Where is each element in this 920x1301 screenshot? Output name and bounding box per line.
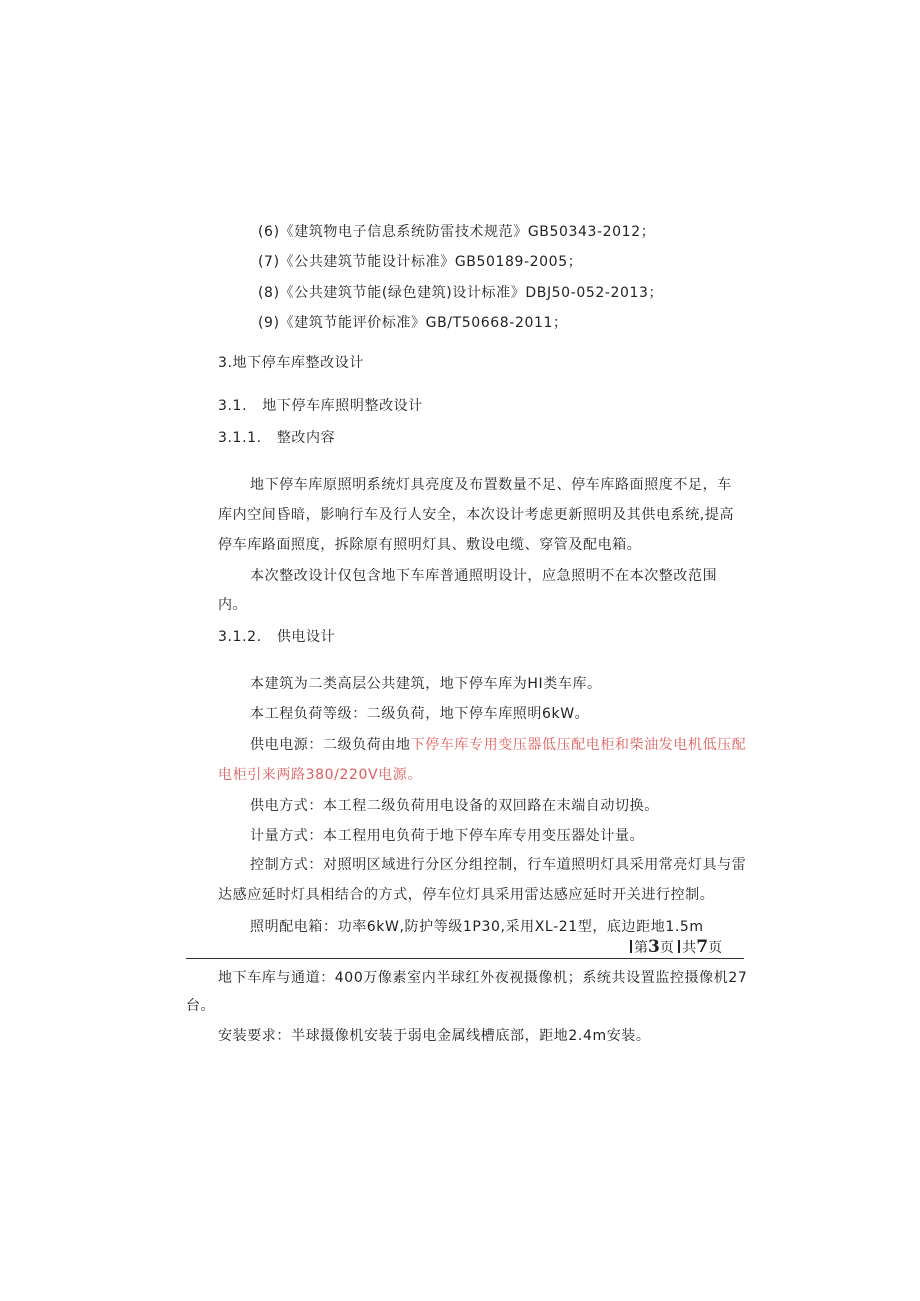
page-bar-icon	[678, 940, 680, 953]
supply-building-text: 本建筑为二类高层公共建筑，地下停车库为HI类车库。	[250, 676, 602, 692]
supply-control-text: 控制方式：对照明区域进行分区分组控制，行车道照明灯具采用常亮灯具与雷	[250, 857, 747, 873]
supply-metering-text: 计量方式：本工程用电负荷于地下停车库专用变压器处计量。	[250, 828, 645, 844]
reference-item: (6)《建筑物电子信息系统防雷技术规范》GB50343-2012；	[258, 224, 656, 240]
subsubsection-heading: 3.1.1. 整改内容	[218, 430, 336, 446]
subsection-heading: 3.1. 地下停车库照明整改设计	[218, 398, 423, 414]
paragraph-line: 库内空间昏暗，影响行车及行人安全，本次设计考虑更新照明及其供电系统,提高	[218, 507, 735, 523]
supply-mode-text: 供电方式：本工程二级负荷用电设备的双回路在末端自动切换。	[250, 798, 659, 814]
reference-item: (8)《公共建筑节能(绿色建筑)设计标准》DBJ50-052-2013；	[258, 285, 664, 301]
camera-text: 地下车库与通道：400万像素室内半球红外夜视摄像机；系统共设置监控摄像机27	[218, 970, 748, 986]
distribution-box-text: 照明配电箱：功率6kW,防护等级1P30,采用XL-21型，底边距地1.5m	[250, 919, 704, 935]
reference-item: (9)《建筑节能评价标准》GB/T50668-2011；	[258, 315, 568, 331]
page-current: 3	[648, 937, 660, 957]
page-number: 第3页 共7页	[630, 937, 722, 958]
supply-source-text	[250, 735, 746, 755]
supply-source-label: 供电电源：二级负荷由地	[250, 737, 411, 753]
supply-control-text-cont: 达感应延时灯具相结合的方式，停车位灯具采用雷达感应延时开关进行控制。	[218, 887, 715, 903]
install-requirement-text: 安装要求：半球摄像机安装于弱电金属线槽底部，距地2.4m安装。	[218, 1028, 651, 1044]
reference-item: (7)《公共建筑节能设计标准》GB50189-2005；	[258, 254, 583, 270]
page-total: 7	[696, 937, 709, 957]
supply-load-text: 本工程负荷等级：二级负荷，地下停车库照明6kW。	[250, 706, 590, 722]
page-bar-icon	[630, 940, 632, 953]
section-heading: 3.地下停车库整改设计	[218, 355, 364, 371]
supply-source-highlight: 下停车库专用变压器低压配电柜和柴油发电机低压配	[410, 737, 747, 753]
camera-text-cont: 台。	[186, 998, 216, 1014]
paragraph-line: 本次整改设计仅包含地下车库普通照明设计，应急照明不在本次整改范围	[250, 568, 718, 584]
paragraph-line: 地下停车库原照明系统灯具亮度及布置数量不足、停车库路面照度不足，车	[250, 477, 732, 493]
paragraph-line: 内。	[218, 597, 248, 613]
paragraph-line: 停车库路面照度，拆除原有照明灯具、敷设电缆、穿管及配电箱。	[218, 537, 642, 553]
supply-source-highlight-cont: 电柜引来两路380/220V电源。	[218, 767, 422, 783]
subsubsection-heading: 3.1.2. 供电设计	[218, 629, 336, 645]
footer-divider	[186, 958, 744, 959]
